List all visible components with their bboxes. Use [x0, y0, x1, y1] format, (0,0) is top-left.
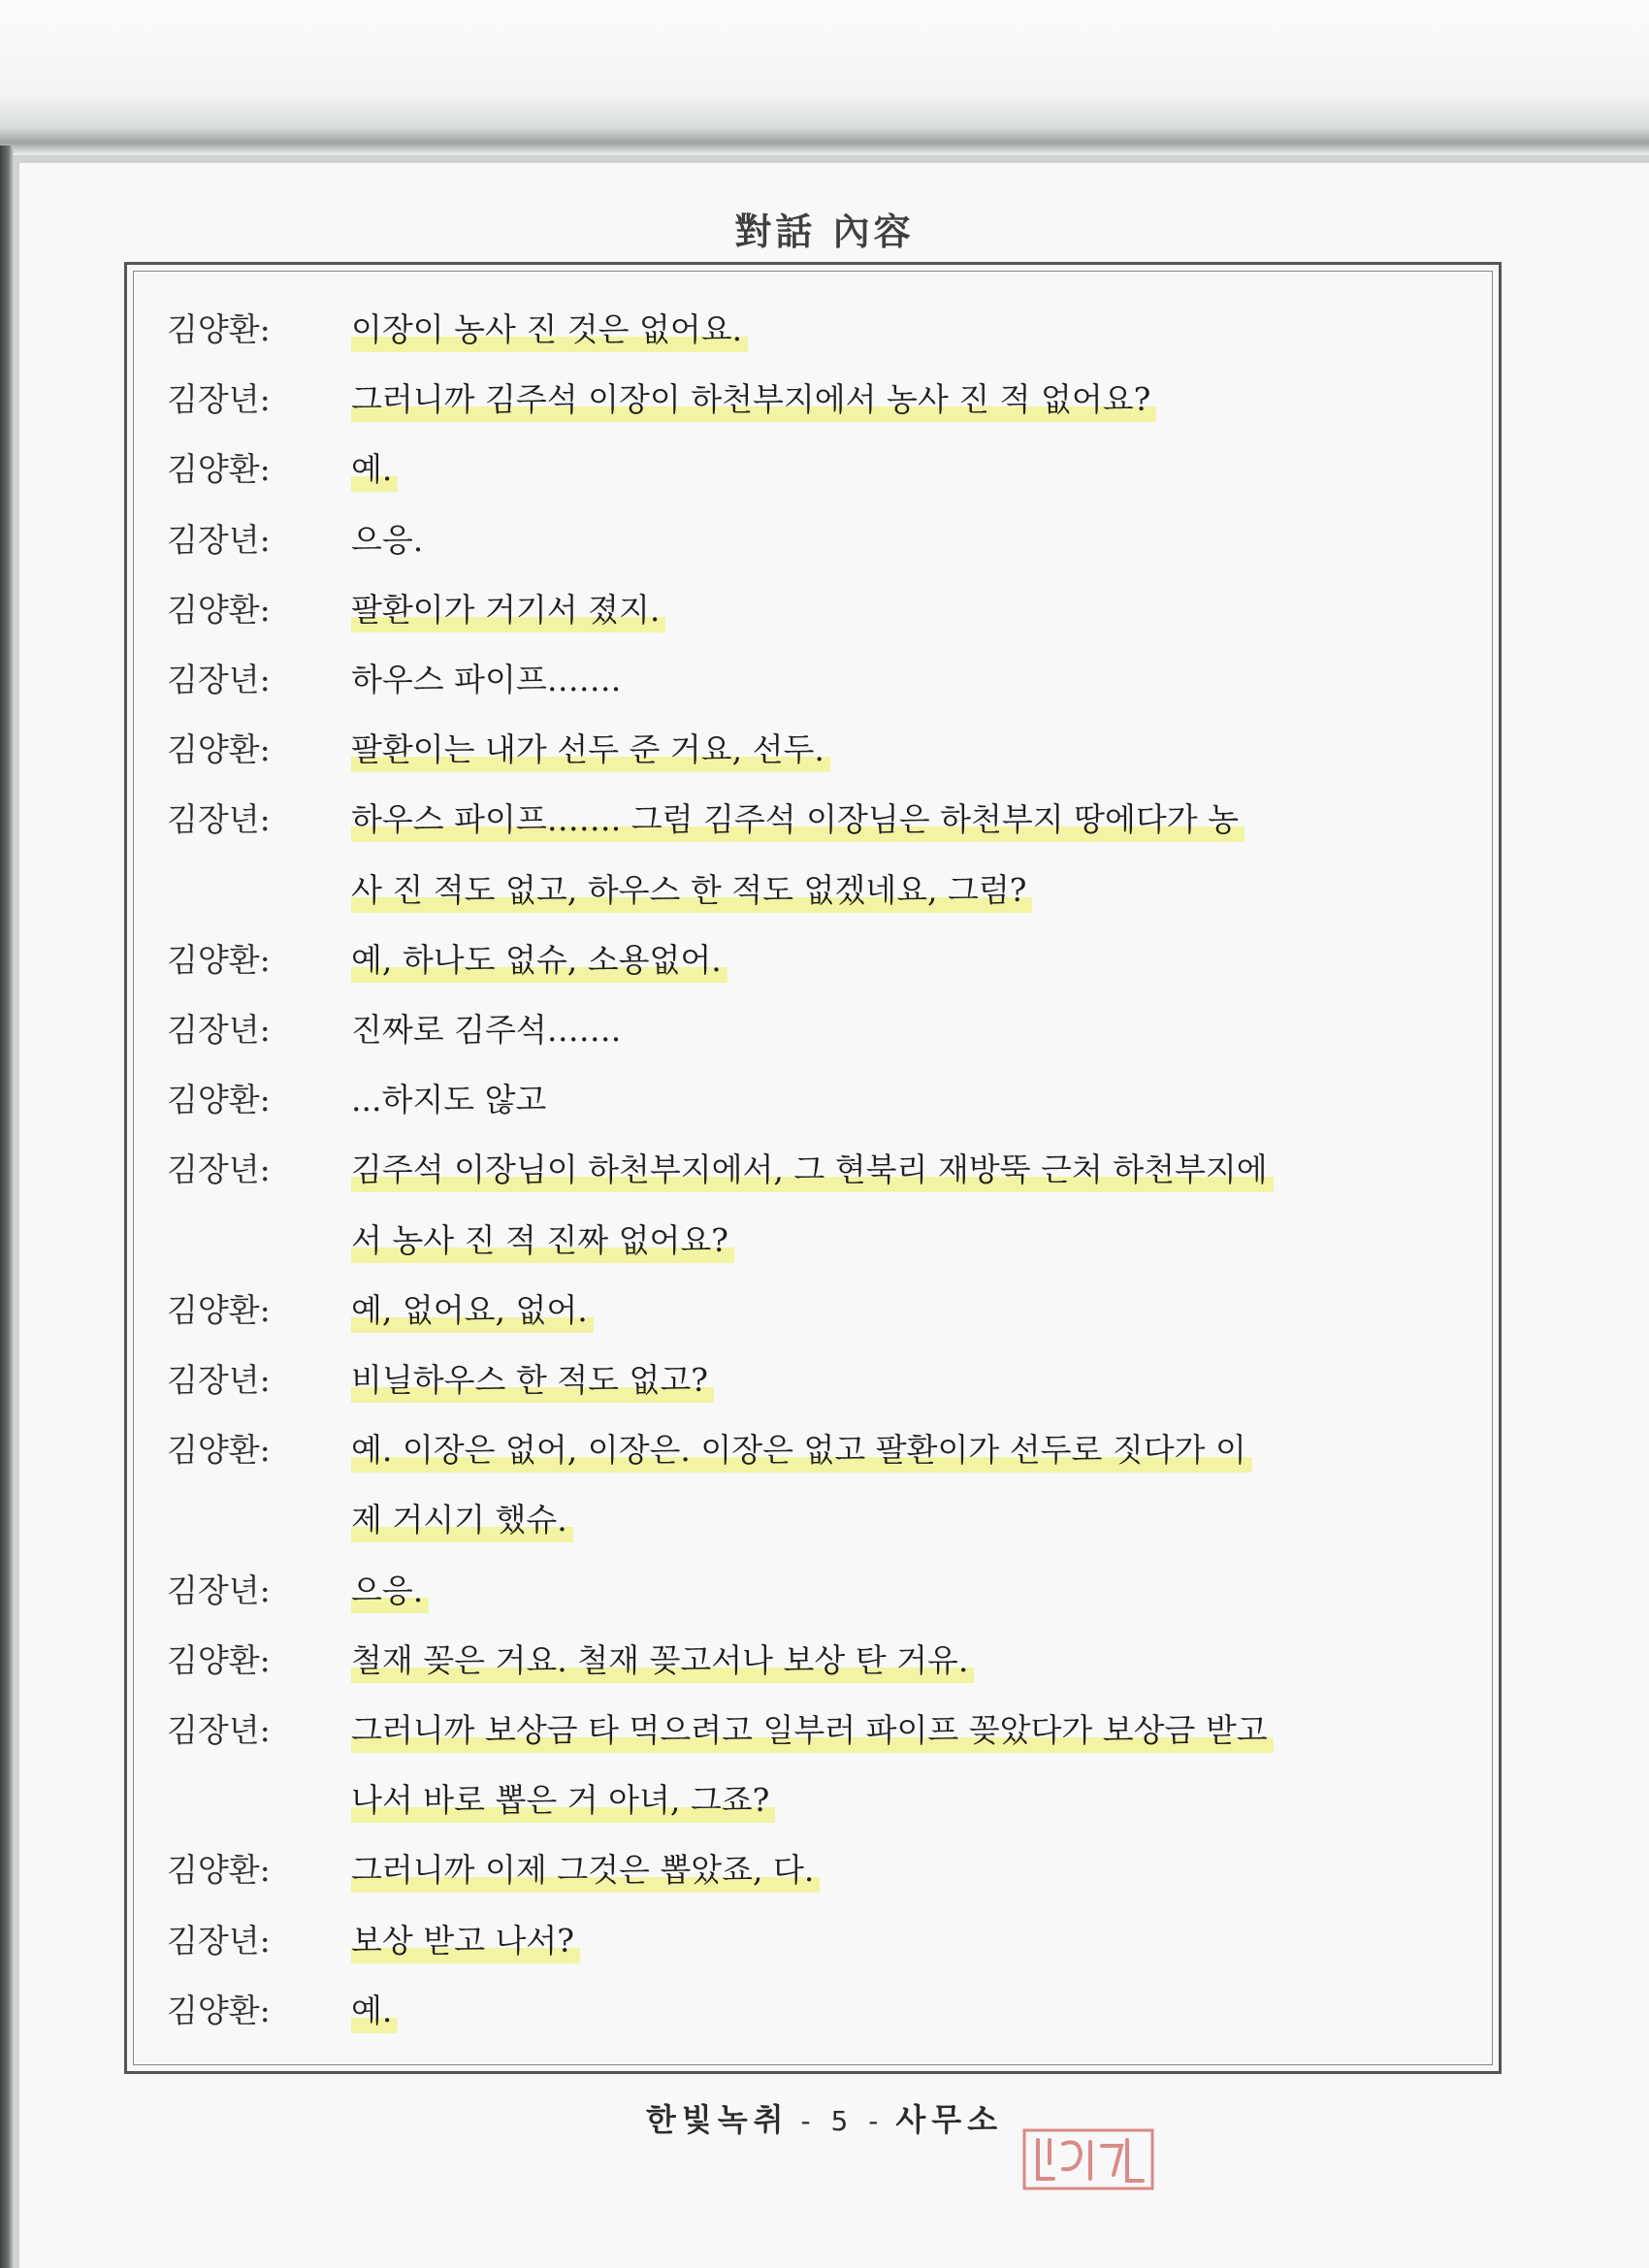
utterance-text: 제 거시기 했슈.: [351, 1495, 573, 1546]
transcript-row: [0, 291, 1649, 361]
utterance-text: 으응.: [351, 520, 424, 559]
page-footer: [0, 2095, 1649, 2140]
speaker-name: 김장년:: [167, 800, 271, 839]
transcript-row: [0, 991, 1649, 1061]
transcript-row: [0, 502, 1649, 571]
utterance-text: 서 농사 진 적 진짜 없어요?: [351, 1215, 734, 1267]
transcript-row: [0, 852, 1649, 922]
utterance-text: 철재 꽂은 거요. 철재 꽂고서나 보상 탄 거유.: [351, 1636, 974, 1687]
transcript-row: [0, 1481, 1649, 1551]
utterance-text: 그러니까 김주석 이장이 하천부지에서 농사 진 적 없어요?: [351, 374, 1156, 426]
footer-office-name: 한빛녹취: [645, 2101, 790, 2138]
utterance-text: 예. 이장은 없어, 이장은. 이장은 없고 팔환이가 선두로 짓다가 이: [351, 1425, 1252, 1476]
utterance-text: 사 진 적도 없고, 하우스 한 적도 없겠네요, 그럼?: [351, 865, 1032, 917]
transcript-row: [0, 571, 1649, 641]
transcript-row: [0, 1972, 1649, 2042]
seal-stamp: [1020, 2124, 1156, 2194]
transcript-row: [0, 1202, 1649, 1272]
utterance-text: 그러니까 이제 그것은 뽑았죠, 다.: [351, 1845, 820, 1896]
speaker-name: 김양환:: [167, 1640, 271, 1679]
transcript-row: [0, 1762, 1649, 1831]
speaker-name: 김양환:: [167, 1991, 271, 2029]
utterance-text: 비닐하우스 한 적도 없고?: [351, 1355, 714, 1407]
speaker-name: 김양환:: [167, 1851, 271, 1890]
transcript-row: [0, 1692, 1649, 1762]
transcript-row: [0, 641, 1649, 711]
utterance-text: 그러니까 보상금 타 먹으려고 일부러 파이프 꽂았다가 보상금 받고: [351, 1705, 1274, 1757]
speaker-name: 김양환:: [167, 310, 271, 348]
utterance-text: 팔환이가 거기서 졌지.: [351, 585, 665, 636]
utterance-text: 진짜로 김주석…….: [351, 1011, 622, 1049]
transcript-row: [0, 1902, 1649, 1972]
utterance-text: ...하지도 않고: [351, 1081, 547, 1119]
utterance-text: 예, 없어요, 없어.: [351, 1285, 594, 1337]
transcript-row: [0, 1622, 1649, 1692]
speaker-name: 김장년:: [167, 1361, 271, 1399]
speaker-name: 김양환:: [167, 940, 271, 979]
footer-office-suffix: 사무소: [895, 2101, 1004, 2138]
transcript-row: [0, 1342, 1649, 1411]
utterance-text: 김주석 이장님이 하천부지에서, 그 현북리 재방뚝 근처 하천부지에: [351, 1145, 1274, 1196]
folded-page-top: [0, 0, 1649, 155]
transcript-row: [0, 1552, 1649, 1622]
speaker-name: 김장년:: [167, 1711, 271, 1749]
utterance-text: 하우스 파이프…….: [351, 661, 622, 698]
transcript-row: [0, 431, 1649, 501]
seal-stamp-marks: [1038, 2140, 1143, 2181]
page-number: - 5 -: [800, 2105, 885, 2137]
speaker-name: 김장년:: [167, 1150, 271, 1189]
speaker-name: 김장년:: [167, 380, 271, 419]
utterance-text: 나서 바로 뽑은 거 아녀, 그죠?: [351, 1775, 775, 1827]
utterance-text: 예.: [351, 444, 398, 496]
speaker-name: 김장년:: [167, 661, 271, 698]
speaker-name: 김장년:: [167, 520, 271, 559]
transcript-row: [0, 922, 1649, 991]
transcript-row: [0, 1061, 1649, 1131]
speaker-name: 김양환:: [167, 1431, 271, 1470]
utterance-text: 예.: [351, 1986, 398, 2037]
transcript-row: [0, 361, 1649, 431]
speaker-name: 김장년:: [167, 1011, 271, 1049]
speaker-name: 김양환:: [167, 590, 271, 629]
transcript-row: [0, 1272, 1649, 1342]
utterance-text: 이장이 농사 진 것은 없어요.: [351, 305, 748, 356]
speaker-name: 김장년:: [167, 1921, 271, 1960]
speaker-name: 김양환:: [167, 730, 271, 769]
transcript-row: [0, 711, 1649, 781]
document-title: 對話 內容: [734, 210, 915, 253]
speaker-name: 김양환:: [167, 1081, 271, 1119]
transcript-row: [0, 1411, 1649, 1481]
transcript-row: [0, 1131, 1649, 1201]
speaker-name: 김양환:: [167, 450, 271, 489]
utterance-text: 팔환이는 내가 선두 준 거요, 선두.: [351, 725, 830, 776]
speaker-name: 김양환:: [167, 1290, 271, 1329]
transcript-row: [0, 781, 1649, 851]
utterance-text: 보상 받고 나서?: [351, 1916, 580, 1967]
utterance-text: 으응.: [351, 1566, 429, 1617]
transcript-row: [0, 1831, 1649, 1901]
utterance-text: 예, 하나도 없슈, 소용없어.: [351, 935, 728, 987]
utterance-text: 하우스 파이프……. 그럼 김주석 이장님은 하천부지 땅에다가 농: [351, 794, 1245, 846]
speaker-name: 김장년:: [167, 1571, 271, 1609]
